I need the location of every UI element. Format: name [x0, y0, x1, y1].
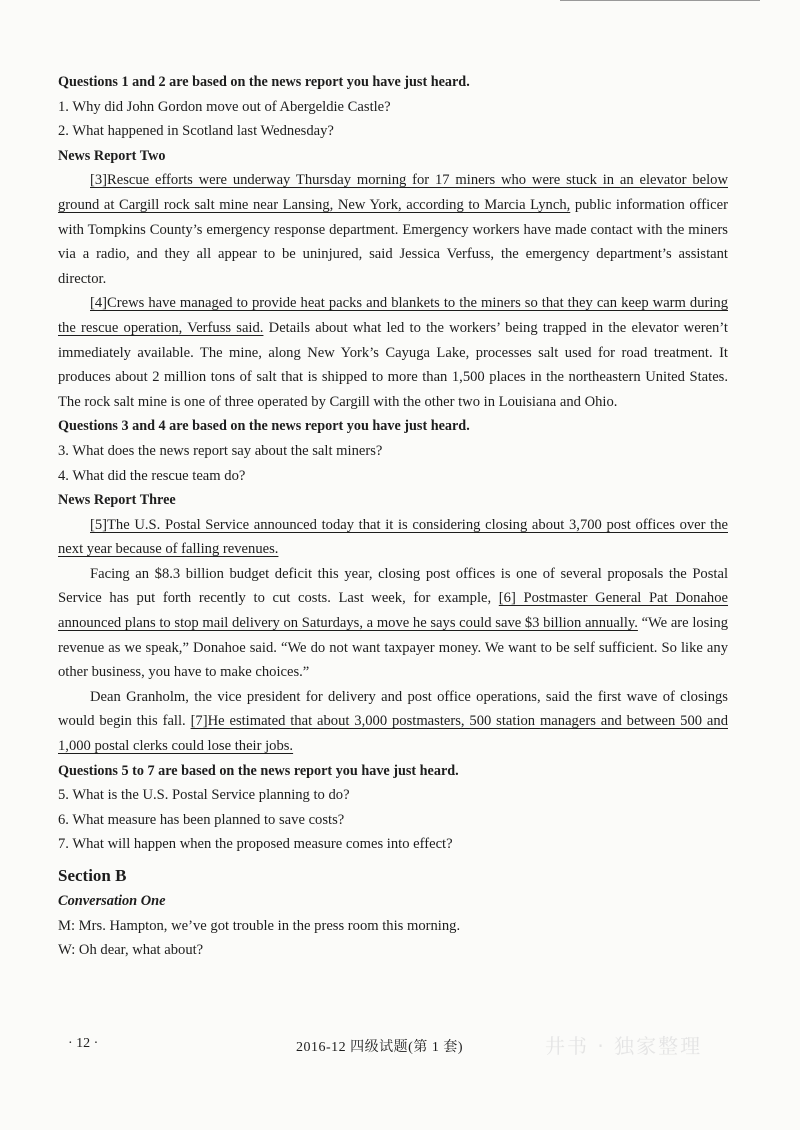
paragraph-5 [58, 513, 728, 562]
answer-6-underline: [6] Postmaster General Pat Donahoe announced plans to stop mail delivery on Saturdays, a move he says could save $3 billion annually. [58, 590, 729, 632]
answer-4-underline: [4]Crews have managed to provide heat packs and blankets to the miners so that they can keep warm during the rescue operation, Verfuss said. [58, 295, 728, 336]
questions-intro-1-2: Questions 1 and 2 are based on the news report you have just heard. [58, 74, 470, 90]
paragraph-7 [58, 685, 728, 759]
paragraph-6-end: “We are losing revenue as we speak,” Donahoe said. “We do not want taxpayer money. We want to be self sufficient. So like any other business, you have to make choices.” [58, 615, 728, 681]
page-number: · 12 · [68, 1036, 99, 1051]
news-report-three-title: News Report Three [58, 492, 176, 509]
question-6: 6. What measure has been planned to save costs? [58, 811, 345, 828]
question-4: 4. What did the rescue team do? [58, 467, 246, 484]
questions-intro-5-7: Questions 5 to 7 are based on the news report you have just heard. [58, 762, 459, 779]
paragraph-6 [58, 562, 728, 685]
question-7: 7. What will happen when the proposed measure comes into effect? [58, 836, 453, 853]
paragraph-3-rest: public information officer with Tompkins County’s emergency response department. Emergency workers have made contact with the miners via a radio, and they all appear to be uninjured, said Jessica Verfuss, the emergency department’s assistant director. [58, 196, 728, 287]
question-2: 2. What happened in Scotland last Wednesday? [58, 123, 334, 140]
paragraph-4 [58, 291, 728, 414]
document-page [58, 70, 728, 963]
question-5: 5. What is the U.S. Postal Service planning to do? [58, 787, 350, 804]
top-rule [560, 0, 760, 4]
answer-3-underline: [3]Rescue efforts were underway Thursday morning for 17 miners who were stuck in an elevator below ground at Cargill rock salt mine near Lansing, New York, according to Marcia Lynch, [58, 172, 728, 213]
paragraph-6-start: Facing an $8.3 billion budget deficit this year, closing post offices is one of several proposals the Postal Service has put forth recently to cut costs. Last week, for example, [58, 565, 728, 607]
answer-7-underline: [7]He estimated that about 3,000 postmasters, 500 station managers and between 500 and 1,000 postal clerks could lose their jobs. [58, 713, 728, 755]
paragraph-7-start: Dean Granholm, the vice president for delivery and post office operations, said the first wave of closings would begin this fall. [58, 688, 728, 730]
section-b-title: Section B [58, 866, 127, 885]
news-report-two-title: News Report Two [58, 147, 166, 164]
dialogue-man-line: M: Mrs. Hampton, we’ve got trouble in the press room this morning. [58, 917, 461, 934]
paragraph-3 [58, 168, 728, 291]
watermark-text: 井书 · 独家整理 [545, 1034, 703, 1058]
conversation-one-title: Conversation One [58, 893, 166, 909]
question-1: 1. Why did John Gordon move out of Abergeldie Castle? [58, 98, 391, 115]
paragraph-4-rest: Details about what led to the workers’ being trapped in the elevator weren’t immediately available. The mine, along New York’s Cayuga Lake, processes salt used for road treatment. It produces about 2 million tons of salt that is shipped to more than 1,500 places in the northeastern United States. The rock salt mine is one of three operated by Cargill with the other two in Louisiana and Ohio. [58, 319, 728, 410]
question-3: 3. What does the news report say about the salt miners? [58, 442, 383, 459]
answer-5-underline: [5]The U.S. Postal Service announced today that it is considering closing about 3,700 post offices over the next year because of falling revenues. [58, 516, 728, 558]
dialogue-woman-line: W: Oh dear, what about? [58, 942, 204, 959]
questions-intro-3-4: Questions 3 and 4 are based on the news report you have just heard. [58, 418, 470, 435]
page-footer-title: 2016-12 四级试题(第 1 套) [296, 1040, 463, 1055]
